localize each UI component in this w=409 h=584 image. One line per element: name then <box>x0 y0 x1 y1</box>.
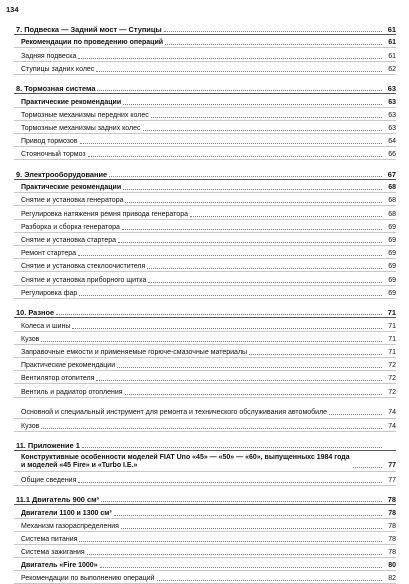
entry-title: Конструктивные особенности моделей FIAT Uno «45» — «50» — «60», выпущенныхс 1984 года и моделей «45 Fire» и «Turbo I.E.» <box>21 454 350 470</box>
toc-entry[interactable] <box>14 233 396 246</box>
toc-section <box>14 80 396 160</box>
dot-leader <box>96 71 382 72</box>
entry-title: Основной и специальный инструмент для ремонта и технического обслуживания автомобиле <box>21 408 328 416</box>
entry-page: 69 <box>388 250 396 258</box>
toc-entry[interactable] <box>14 505 396 518</box>
toc-entry[interactable] <box>14 121 396 134</box>
entry-title: Снятие и установка стартера <box>21 237 117 244</box>
entry-title: Задняя подвеска <box>21 52 77 60</box>
dot-leader <box>147 268 382 269</box>
entry-page: 69 <box>388 263 396 271</box>
section-title: 8. Тормозная система <box>16 84 96 94</box>
section-title: 11.1 Двигатель 900 см³ <box>16 495 100 505</box>
entry-page: 72 <box>388 388 396 396</box>
table-of-contents <box>14 21 396 584</box>
entry-title: Регулировка натяжения ремня привода генератора <box>21 210 188 218</box>
entry-title: Разборка и сборка генератора <box>21 223 120 231</box>
dot-leader <box>96 380 382 381</box>
entry-title: Заправочные емкости и применяемые горюче-смазочные материалы <box>21 349 248 356</box>
entry-page: 78 <box>388 535 396 543</box>
dot-leader <box>151 117 382 118</box>
dot-leader <box>72 328 382 329</box>
dot-leader <box>100 567 382 568</box>
toc-entry[interactable] <box>14 220 396 233</box>
section-page: 78 <box>387 495 396 505</box>
dot-leader <box>329 414 382 415</box>
entry-page: 68 <box>388 184 396 192</box>
entry-page: 62 <box>388 65 396 73</box>
toc-entry[interactable] <box>14 108 396 121</box>
dot-leader <box>353 467 382 468</box>
entry-page: 69 <box>388 276 396 284</box>
section-page: 71 <box>387 308 396 318</box>
toc-entry[interactable] <box>14 62 396 75</box>
entry-title: Рекомендации по проведению операций <box>21 39 164 47</box>
dot-leader <box>249 354 382 355</box>
dot-leader <box>143 130 383 131</box>
entry-page: 74 <box>388 422 396 430</box>
entry-title: Двигатели 1100 и 1300 см³ <box>21 509 112 517</box>
entry-title: Механизм газораспределения <box>21 522 119 530</box>
entry-title: Система зажигания <box>21 549 85 557</box>
entry-page: 68 <box>388 197 396 205</box>
page-number: 134 <box>6 5 19 14</box>
entry-page: 72 <box>388 362 396 370</box>
entry-page: 64 <box>388 138 396 146</box>
toc-entry[interactable] <box>14 398 396 419</box>
toc-entry[interactable] <box>14 94 396 107</box>
toc-entry[interactable] <box>14 48 396 61</box>
entry-title: Вентилятор отопителя <box>21 375 95 383</box>
section-heading[interactable] <box>14 80 396 93</box>
entry-title: Система питания <box>21 535 78 543</box>
toc-section <box>14 166 396 299</box>
dot-leader <box>117 367 382 368</box>
entry-page: 63 <box>388 125 396 132</box>
entry-page: 78 <box>388 509 396 517</box>
toc-entry[interactable] <box>14 286 396 299</box>
toc-section <box>14 304 396 432</box>
toc-entry[interactable] <box>14 571 396 584</box>
entry-page: 68 <box>388 210 396 218</box>
section-heading[interactable] <box>14 166 396 179</box>
section-heading[interactable] <box>14 21 396 34</box>
entry-page: 78 <box>388 522 396 530</box>
entry-title: Кузов <box>21 422 40 430</box>
dot-leader <box>118 242 382 243</box>
dot-leader <box>82 447 382 448</box>
toc-entry[interactable] <box>14 451 396 472</box>
section-title: 11. Приложение 1 <box>16 441 80 451</box>
entry-title: Стояночный тормоз <box>21 151 86 159</box>
toc-entry[interactable] <box>14 358 396 371</box>
dot-leader <box>101 501 382 502</box>
toc-entry[interactable] <box>14 558 396 571</box>
toc-entry[interactable] <box>14 180 396 193</box>
entry-page: 82 <box>388 575 396 583</box>
entry-page: 66 <box>388 151 396 159</box>
dot-leader <box>125 394 382 395</box>
entry-page: 71 <box>388 322 396 330</box>
toc-entry[interactable] <box>14 206 396 219</box>
entry-title: Привод тормозов <box>21 138 78 146</box>
entry-page: 61 <box>388 39 396 47</box>
entry-page: 78 <box>388 549 396 557</box>
dot-leader <box>87 554 382 555</box>
entry-title: Снятие и установка стеклоочистителя <box>21 263 146 271</box>
entry-page: 77 <box>388 476 396 484</box>
entry-title: Практические рекомендации <box>21 184 122 192</box>
toc-section <box>14 491 396 584</box>
section-heading[interactable] <box>14 304 396 317</box>
entry-page: 69 <box>388 289 396 297</box>
section-page: 63 <box>387 84 396 94</box>
dot-leader <box>97 90 382 91</box>
section-title: 10. Разное <box>16 308 55 318</box>
section-page: 67 <box>387 170 396 180</box>
toc-entry[interactable] <box>14 532 396 545</box>
entry-title: Снятие и установка приборного щитка <box>21 276 147 284</box>
entry-page: 74 <box>388 408 396 416</box>
entry-page: 69 <box>388 237 396 244</box>
entry-page: 69 <box>388 223 396 231</box>
dot-leader <box>109 176 382 177</box>
entry-title: Кузов <box>21 335 40 343</box>
section-title: 9. Электрооборудование <box>16 170 108 180</box>
toc-entry[interactable] <box>14 35 396 48</box>
entry-title: Практические рекомендации <box>21 98 122 106</box>
entry-title: Снятие и установка генератора <box>21 197 124 205</box>
toc-entry[interactable] <box>14 134 396 147</box>
entry-title: Практические рекомендации <box>21 362 116 370</box>
toc-entry[interactable] <box>14 345 396 358</box>
section-heading[interactable] <box>14 491 396 504</box>
section-heading[interactable] <box>14 437 396 450</box>
dot-leader <box>88 156 382 157</box>
dot-leader <box>122 229 382 230</box>
entry-page: 63 <box>388 111 396 119</box>
entry-page: 77 <box>388 462 396 470</box>
toc-section <box>14 21 396 75</box>
toc-entry[interactable] <box>14 147 396 160</box>
dot-leader <box>78 255 382 256</box>
toc-entry[interactable] <box>14 193 396 206</box>
dot-leader <box>123 189 382 190</box>
entry-page: 71 <box>388 335 396 343</box>
dot-leader <box>164 31 382 32</box>
dot-leader <box>79 541 382 542</box>
entry-title: Регулировка фар <box>21 289 78 297</box>
entry-title: Рекомендации по выполнению операций <box>21 575 155 583</box>
toc-entry[interactable] <box>14 246 396 259</box>
dot-leader <box>123 104 382 105</box>
entry-title: Ступицы задних колес <box>21 65 95 73</box>
dot-leader <box>190 216 382 217</box>
entry-title: Тормозные механизмы передних колес <box>21 111 149 119</box>
toc-entry[interactable] <box>14 318 396 331</box>
entry-page: 72 <box>388 375 396 383</box>
toc-entry[interactable] <box>14 419 396 432</box>
toc-entry[interactable] <box>14 371 396 384</box>
dot-leader <box>148 282 382 283</box>
dot-leader <box>157 580 382 581</box>
dot-leader <box>78 58 382 59</box>
dot-leader <box>56 314 382 315</box>
entry-title: Двигатель «Fire 1000» <box>21 562 98 570</box>
entry-page: 61 <box>388 52 396 60</box>
toc-section <box>14 437 396 485</box>
section-title: 7. Подвеска — Задний мост — Ступицы <box>16 25 162 35</box>
toc-entry[interactable] <box>14 519 396 532</box>
toc-entry[interactable] <box>14 332 396 345</box>
entry-page: 80 <box>388 562 396 570</box>
dot-leader <box>80 143 382 144</box>
section-page: 61 <box>387 25 396 35</box>
dot-leader <box>165 44 382 45</box>
entry-title: Ремонт стартера <box>21 250 77 258</box>
entry-title: Тормозные механизмы задних колес <box>21 125 141 132</box>
dot-leader <box>41 341 382 342</box>
toc-entry[interactable] <box>14 272 396 285</box>
dot-leader <box>41 428 382 429</box>
toc-entry[interactable] <box>14 384 396 397</box>
entry-title: Общие сведения <box>21 476 77 484</box>
dot-leader <box>78 482 382 483</box>
dot-leader <box>114 515 382 516</box>
toc-entry[interactable] <box>14 259 396 272</box>
entry-title: Вентиль и радиатор отопления <box>21 388 123 396</box>
dot-leader <box>125 202 382 203</box>
entry-page: 63 <box>388 98 396 106</box>
toc-entry[interactable] <box>14 472 396 485</box>
toc-entry[interactable] <box>14 545 396 558</box>
dot-leader <box>121 528 382 529</box>
entry-page: 71 <box>388 349 396 356</box>
entry-title: Колеса и шины <box>21 322 71 330</box>
dot-leader <box>79 295 382 296</box>
